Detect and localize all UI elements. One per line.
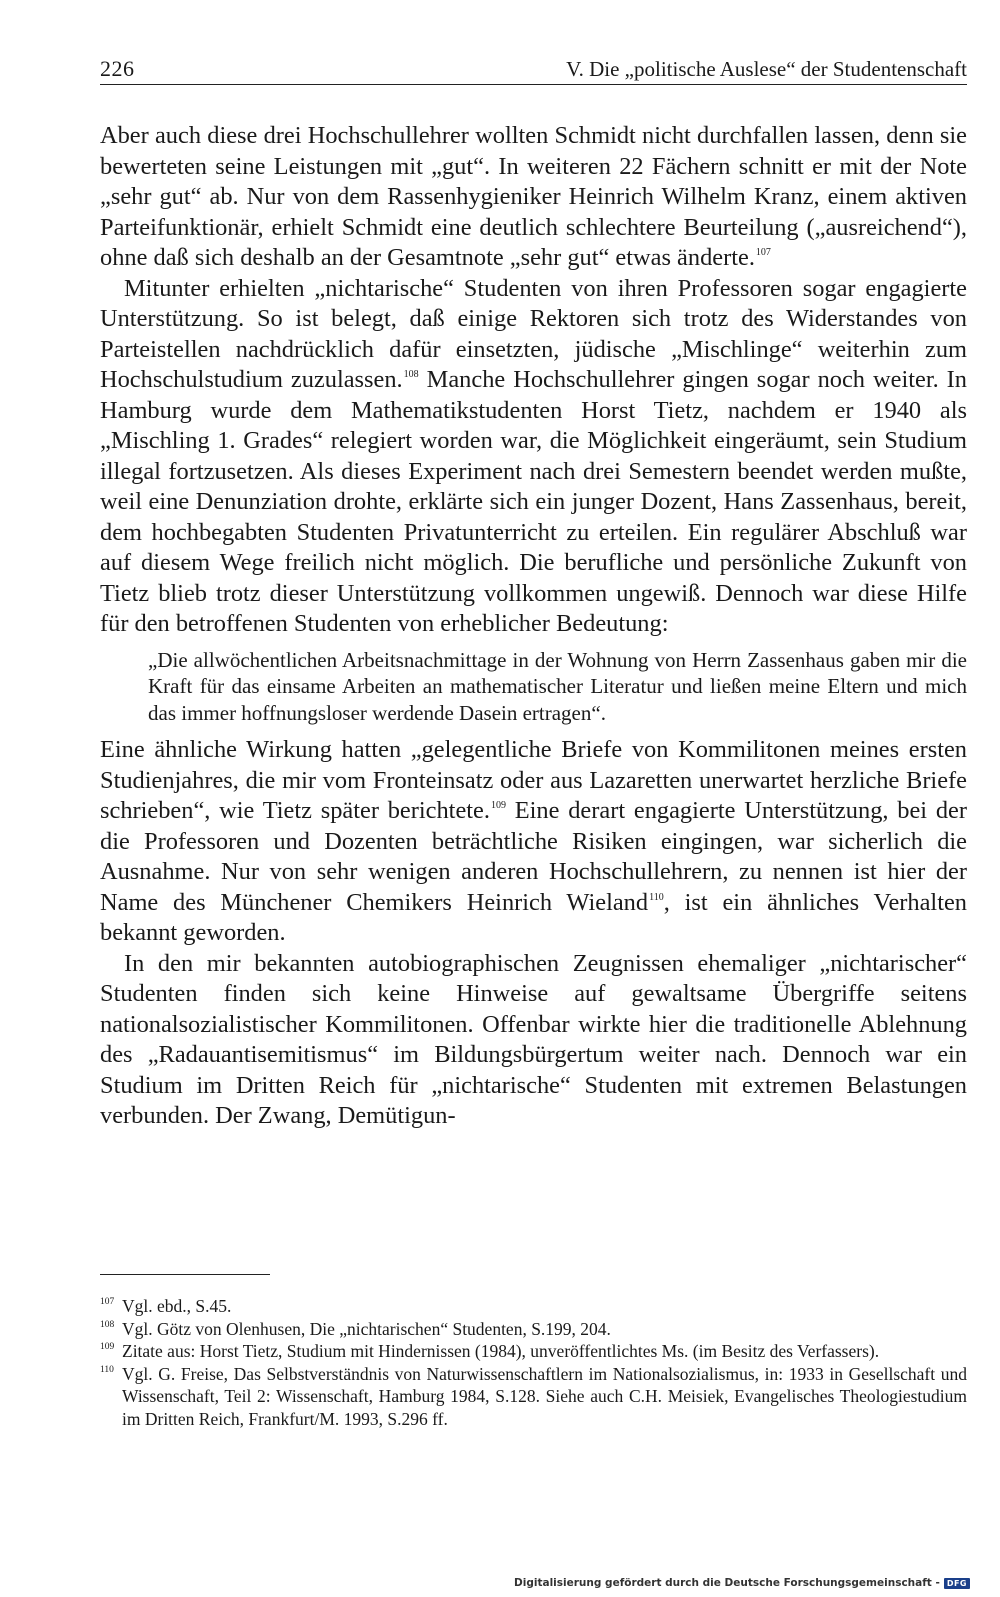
paragraph-2: Mitunter erhielten „nichtarische“ Studenten von ihren Professoren sogar engagierte Unterstützung. So ist belegt, daß einige Rektoren sich trotz des Widerstandes von Parteistellen nachdrücklich dafür einsetzten, jüdische „Mischlinge“ weiterhin zum Hochschulstudium zuzulassen.$^{108}$ Manche Hochschullehrer gingen sogar noch weiter. In Hamburg wurde dem Mathematikstudenten Horst Tietz, nachdem er 1940 als „Mischling 1. Grades“ relegiert worden war, die Möglichkeit eingeräumt, sein Studium illegal fortzusetzen. Als dieses Experiment nach drei Semestern beendet werden mußte, weil eine Denunziation drohte, erklärte sich ein junger Dozent, Hans Zassenhaus, bereit, dem hochbegabten Studenten Privatunterricht zu erteilen. Ein regulärer Abschluß war auf diesem Wege freilich nicht möglich. Die berufliche und persönliche Zukunft von Tietz blieb trotz dieser Unterstützung vollkommen ungewiß. Dennoch war diese Hilfe für den betroffenen Studenten von erheblicher Bedeutung: (100, 274, 968, 637)
footnote-number: 109 (100, 1342, 115, 1353)
footnote-109 (100, 1340, 967, 1363)
footnote-text: Vgl. ebd., S.45. (122, 1296, 232, 1316)
footnote-text: Zitate aus: Horst Tietz, Studium mit Hindernissen (1984), unveröffentlichtes Ms. (im Besitz des Verfassers). (122, 1341, 880, 1362)
footnotes (100, 1295, 967, 1431)
footnote-number: 108 (100, 1319, 115, 1330)
paragraph-3: Eine ähnliche Wirkung hatten „gelegentliche Briefe von Kommilitonen meines ersten Studienjahres, die mir vom Fronteinsatz oder aus Lazaretten unerwartet herzliche Briefe schrieben“, wie Tietz später berichtete.$^{109}$ Eine derart engagierte Unterstützung, bei der die Professoren und Dozenten beträchtliche Risiken eingingen, war sicherlich die Ausnahme. Nur von sehr wenigen anderen Hochschullehrern, zu nennen ist hier der Name des Münchener Chemikers Heinrich Wieland$^{110}$, ist ein ähnliches Verhalten bekannt geworden. (100, 736, 967, 946)
footnote-108 (100, 1318, 967, 1341)
block-quote: „Die allwöchentlichen Arbeitsnachmittage in der Wohnung von Herrn Zassenhaus gaben mir die Kraft für das einsame Arbeiten an mathematischer Literatur und ließen meine Eltern und mich das immer hoffnungsloser werdende Dasein ertragen“. (148, 647, 967, 725)
footnote-110 (100, 1363, 967, 1431)
footnote-text: Vgl. Götz von Olenhusen, Die „nichtarischen“ Studenten, S.199, 204. (122, 1318, 611, 1339)
paragraph-1: Aber auch diese drei Hochschullehrer wollten Schmidt nicht durchfallen lassen, denn sie bewerteten seine Leistungen mit „gut“. In weiteren 22 Fächern schnitt er mit der Note „sehr gut“ ab. Nur von dem Rassenhygieniker Heinrich Wilhelm Kranz, einem aktiven Parteifunktionär, erhielt Schmidt eine deutlich schlechtere Beurteilung („ausreichend“), ohne daß sich deshalb an der Gesamtnote „sehr gut“ etwas änderte.$^{107}$ (100, 122, 967, 271)
footnote-ref-108: 108 (403, 369, 419, 380)
footnote-ref-109: 109 (490, 800, 506, 811)
dfg-logo: DFG (944, 1578, 970, 1589)
credit-text: Digitalisierung gefördert durch die Deutsche Forschungsgemeinschaft - (514, 1577, 940, 1589)
footnote-ref-107: 107 (755, 247, 771, 258)
digitization-credit (514, 1577, 970, 1589)
paragraph-4: In den mir bekannten autobiographischen Zeugnissen ehemaliger „nichtarischer“ Studenten finden sich keine Hinweise auf gewaltsame Übergriffe seitens nationalsozialistischer Kommilitonen. Offenbar wirkte hier die traditionelle Ablehnung des „Radauantisemitismus“ im Bildungsbürgertum weiter nach. Dennoch war ein Studium im Dritten Reich für „nichtarische“ Studenten mit extremen Belastungen verbunden. Der Zwang, Demütigun- (100, 949, 967, 1129)
footnote-rule (100, 1274, 270, 1275)
footnote-ref-110: 110 (649, 891, 664, 903)
main-text (100, 121, 967, 1132)
running-title: V. Die „politische Auslese“ der Studentenschaft (566, 57, 967, 81)
page-number: 226 (100, 56, 135, 81)
footnote-text: Vgl. G. Freise, Das Selbstverständnis von Naturwissenschaftlern im Nationalsozialismus, in: 1933 in Gesellschaft und Wissenschaft, Teil 2: Wissenschaft, Hamburg 1984, S.128. Siehe auch C.H. Meisiek, Evangelisches Theologiestudium im Dritten Reich, Frankfurt/M. 1993, S.296 ff. (122, 1363, 967, 1429)
footnote-number: 110 (100, 1364, 114, 1375)
running-header (100, 56, 967, 82)
header-rule (100, 84, 967, 85)
footnote-107 (100, 1295, 967, 1318)
footnote-number: 107 (100, 1297, 115, 1307)
